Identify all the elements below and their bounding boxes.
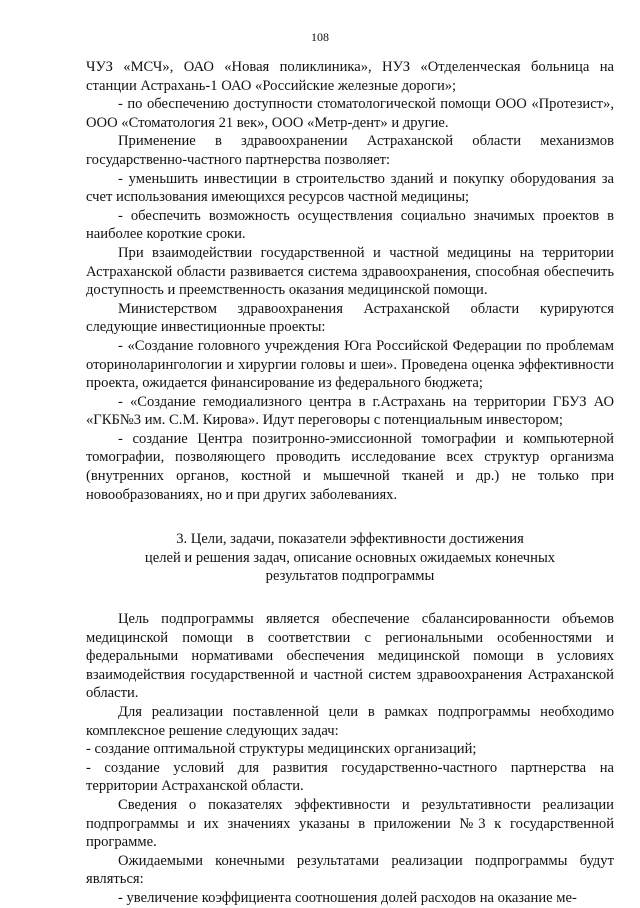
list-item: - увеличение коэффициента соотношения долей расходов на оказание ме- [118,889,577,906]
section-heading [86,530,614,586]
list-item: - обеспечить возможность осуществления социально значимых проектов в наиболее короткие сроки. [86,207,614,243]
section-heading-line: результатов подпрограммы [265,568,435,585]
list-item: - «Создание гемодиализного центра в г.Астрахань на территории ГБУЗ АО «ГКБ№3 им. С.М. Кирова». Идут переговоры с потенциальным инвестором; [86,393,614,429]
page-number: 108 [311,30,329,44]
paragraph: Цель подпрограммы является обеспечение сбалансированности объемов медицинской помощи в соответствии с региональными особенностями и федеральными нормативами обеспечения медицинской помощи в условиях взаимодействия государственной и частной систем здравоохранения Астраханской области. [86,611,614,702]
paragraph: Ожидаемыми конечными результатами реализации подпрограммы будут являться: [86,852,614,888]
section-heading-line: 3. Цели, задачи, показатели эффективности достижения [176,531,524,548]
paragraph: Применение в здравоохранении Астраханской области механизмов государственно-частного партнерства позволяет: [86,133,614,168]
paragraph: Для реализации поставленной цели в рамках подпрограммы необходимо комплексное решение следующих задач: [86,704,614,739]
list-item: - создание условий для развития государственно-частного партнерства на территории Астраханской области. [86,759,614,795]
paragraph: Министерством здравоохранения Астраханской области курируются следующие инвестиционные проекты: [86,300,614,336]
list-item: - по обеспечению доступности стоматологической помощи ООО «Протезист», ООО «Стоматология 21 век», ООО «Метр-дент» и другие. [86,96,614,131]
paragraph: При взаимодействии государственной и частной медицины на территории Астраханской области развивается система здравоохранения, способная обеспечить доступность и преемственность оказания медицинской помощи. [86,244,614,299]
section-heading-line: целей и решения задач, описание основных ожидаемых конечных [144,549,556,566]
list-item: - «Создание головного учреждения Юга Российской Федерации по проблемам оториноларингологии и хирургии головы и шеи». Проведена оценка эффективности проекта, ожидается финансирование из федерального бюджета; [86,337,614,392]
document-body [86,58,614,908]
list-item: - создание оптимальной структуры медицинских организаций; [86,741,477,758]
paragraph: Сведения о показателях эффективности и результативности реализации подпрограммы и их значениях указаны в приложении №3 к государственной программе. [86,796,614,851]
list-item: - уменьшить инвестиции в строительство зданий и покупку оборудования за счет использования имеющихся ресурсов частной медицины; [86,170,614,206]
paragraph: ЧУЗ «МСЧ», ОАО «Новая поликлиника», НУЗ «Отделенческая больница на станции Астрахань-1 ОАО «Российские железные дороги»; [86,59,614,94]
list-item: - создание Центра позитронно-эмиссионной томографии и компьютерной томографии, позволяющего проводить исследование всех структур организма (внутренних органов, костной и мышечной тканей и др.) не только при новообразованиях, но и при других заболеваниях. [86,430,614,503]
